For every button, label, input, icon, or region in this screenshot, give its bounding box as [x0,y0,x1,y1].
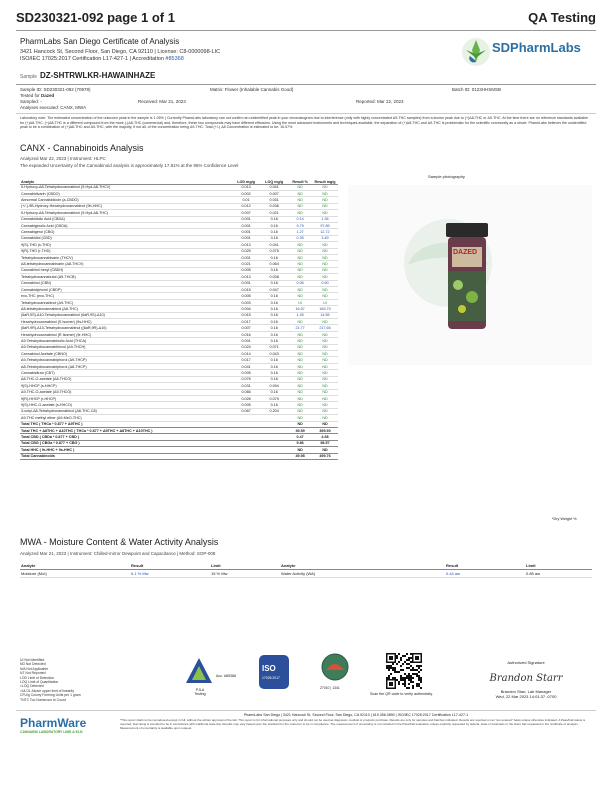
table-cell: 0.067 [232,408,260,414]
table-cell: Δ9-Tetrahydrocannabiphorol (Δ9-THCP) [20,357,232,363]
table-cell: 0.026 [232,395,260,401]
legend-item: >ULOL Above upper limit of linearity [20,688,75,693]
table-cell: 0.041 [260,184,288,190]
table-cell: 16.57 [288,306,312,312]
table-cell: 9(S)-HHCP (s-HHCP) [20,383,232,389]
legend-item: NT Not Reported [20,671,46,676]
mwa-col-header: Limit [525,562,592,570]
mwa-cell: Moisture (MoI) [20,570,130,578]
table-cell: 0.001 [232,216,260,222]
legend-item: LOD Limit of Detection [20,675,55,680]
table-cell: 0.041 [232,363,260,369]
table-cell: ND [312,376,338,382]
table-cell: Δ9-THC-O-acetate (Δ9-THCO) [20,389,232,395]
table-cell: ND [312,287,338,293]
table-cell: 0.001 [232,338,260,344]
batch-id: Batch ID: 0123HHSMSB [452,87,502,92]
table-cell: ND [288,389,312,395]
reported-date: Reported: Mar 22, 2023 [356,99,404,104]
table-cell: 0.021 [232,261,260,267]
table-cell: 0.041 [260,242,288,248]
col-header: Analyte [20,172,232,184]
col-header: Result mg/g [312,172,338,184]
table-cell: ND [288,203,312,209]
legend-item: <LOQ Detected [20,684,44,689]
table-cell: 0.16 [260,267,288,273]
table-cell: 0.16 [260,363,288,369]
table-cell: ND [288,338,312,344]
table-cell: ND [288,376,312,382]
table-cell: 217.66 [312,325,338,331]
table-cell: 395.90 [312,427,338,433]
canx-uncertainty: The expanded Uncertainty of the Cannabinoid analysis is approximately 17.81% at the 95% Confidence Level [20,163,239,168]
table-cell: 0.16 [260,299,288,305]
table-cell: 0.16 [260,254,288,260]
pharmware-logo: PharmWare [20,716,87,730]
table-cell: ND [312,395,338,401]
sample-id: Sample ID: SD230321-092 (70978) [20,87,91,92]
table-cell: ND [288,402,312,408]
table-cell: ND [312,357,338,363]
table-cell: Total CBG ( CBGa * 0.877 + CBG ) [20,440,232,446]
table-cell: ND [312,267,338,273]
state-label: 27010 | 1341 [320,686,340,690]
analyses-executed: Analyses executed: CANX, MWA [20,105,87,110]
table-cell: ND [288,344,312,350]
table-cell: 0.16 [260,216,288,222]
table-cell: Cannabicitran (CBT) [20,370,232,376]
table-cell: ND [288,254,312,260]
table-cell: 49.98 [288,453,312,459]
table-cell: 0.002 [232,190,260,196]
table-cell: 0.094 [260,383,288,389]
table-cell: 0.16 [260,280,288,286]
tested-for: Tested for Dazed [20,93,55,98]
table-cell: 0.35 [288,235,312,241]
table-cell: 0.60 [312,280,338,286]
sample-name-row: Sample DZ-SHTRWLKR-HAWAINHAZE [20,71,156,80]
table-cell: Total Cannabinoids [20,453,232,459]
table-cell: 0.005 [232,402,260,408]
table-cell: 0.001 [232,222,260,228]
mwa-cell: Water Activity (WA) [280,570,445,578]
table-cell: 0.16 [260,338,288,344]
table-cell: Cannabinol hexyl (CBDH) [20,267,232,273]
footer-address: PharmLabs San Diego | 3421 Hancock St, Second Floor, San Diego, CA 92110 | 619.356.0890 | ISO/IEC 17025:2017 Certification L17-427-1 [243,713,469,717]
cannabinoids-table [20,172,338,460]
table-cell: ND [312,293,338,299]
canx-analyzed: Analyzed Mar 22, 2023 | Instrument: HLPC [20,156,106,161]
table-cell: Cannabigerol (CBG) [20,229,232,235]
table-cell: (6aR,9S)-Δ10-Tetrahydrocannabinol (6aR,9S)-Δ10) [20,312,232,318]
table-cell: Cannabinol Acetate (CBNO) [20,351,232,357]
photo-label: Sample photography [428,174,465,179]
moisture-table [20,562,592,578]
table-cell: 0.001 [232,235,260,241]
mwa-analyzed: Analyzed Mar 21, 2023 | Instrument: Chilled-mirror Dewpoint and Capacitance | Method: SOP-008 [20,551,216,556]
table-cell: 0.024 [232,344,260,350]
table-cell: ND [312,363,338,369]
table-cell: Δ9-Tetrahydrocannabinolic Acid (THCA) [20,338,232,344]
legend-item: CFU/g Colony Forming Units per 1 gram [20,693,81,698]
table-cell: 0.025 [232,248,260,254]
table-cell: 14.55 [312,312,338,318]
report-id: SD230321-092 page 1 of 1 [16,10,175,25]
mwa-col-header: Analyte [20,562,130,570]
table-cell: Total CBD ( CBDa * 0.877 + CBD ) [20,434,232,440]
table-cell: Tetrahydrocannabutol (Δ9-THCB) [20,274,232,280]
table-cell: ND [312,370,338,376]
mwa-title: MWA - Moisture Content & Water Activity Analysis [20,537,219,547]
table-cell: 0.16 [260,229,288,235]
table-cell: 0.01 [232,197,260,203]
table-cell: 0.014 [232,351,260,357]
table-cell: ND [288,421,312,427]
received-date: Received: Mar 21, 2023 [138,99,186,104]
table-cell: ND [312,351,338,357]
table-cell: 0.14 [288,216,312,222]
table-cell: ND [312,261,338,267]
table-cell: ND [312,190,338,196]
table-cell: 3.49 [312,235,338,241]
table-cell: ND [312,408,338,414]
table-cell: 1.36 [312,216,338,222]
canx-title: CANX - Cannabinoids Analysis [20,143,144,153]
table-cell: 9-Hydroxy-Δ8-Tetrahydrocannabinol (9-Hyd-Δ8-THCV) [20,184,232,190]
table-cell: Total THC ( THCa * 0.877 + Δ9THC ) [20,421,232,427]
table-cell: 0.007 [232,325,260,331]
col-header: Result % [288,172,312,184]
table-cell: Δ8-THC-O-acetate (Δ8-THCO) [20,376,232,382]
sample-rule [16,84,596,85]
table-cell: 3-octyl-Δ8-Tetrahydrocannabinol (Δ8-THC-C8) [20,408,232,414]
table-cell: ND [288,293,312,299]
table-cell: ND [288,190,312,196]
pjla-badge-icon [184,656,214,686]
table-cell: 9-Hydroxy-Δ8-Tetrahydrocannabinol (9-Hyd-Δ8-THC) [20,210,232,216]
qa-label: QA Testing [528,10,596,25]
table-cell: ND [288,383,312,389]
table-cell: ND [312,383,338,389]
table-cell: 1.27 [288,229,312,235]
table-cell: Cannabidivarin (CBDO) [20,190,232,196]
table-cell: ND [288,363,312,369]
table-cell: UI [312,299,338,305]
table-cell: 21.77 [288,325,312,331]
mwa-col-header: Limit [210,562,280,570]
table-cell: ND [312,254,338,260]
laboratory-note: Laboratory note: The estimated concentration of the unknown peak in the sample is 1.05% ( Currently PharmLabs laboratory can not confirm an unidentified peak in your chromatogram due to interference (only with highly concentrated Δ9-THC samples) from a known peak due to (+)Δ8-THC or Δ9-THC. At the time there are no reference standards available for (+)Δ8-THC. (+)Δ8-THC is a different compound from the more (-)Δ8-THC (commercial) and, therefore, these two compounds may have different efficacies. Using the most advanced instruments and techniques available, the separation of (+)Δ8-THC and Δ9-THC is problematic for the scientific community as a whole. PharmLabs believes the unidentified peak to be a combination of (+)Δ8-THC and Δ9-THC, with the majority, if not all, of the concentration being Δ9-THC. Total (+/-) Δ8 Concentration is estimated to be: 16.57% [20,116,588,130]
table-cell: 0.016 [232,331,260,337]
mwa-cell: 6.1 % Mw [130,570,210,578]
col-header: LOQ mg/g [260,172,288,184]
table-cell: 0.038 [260,274,288,280]
table-cell: 0.005 [232,293,260,299]
abbreviation-legend [20,658,81,702]
footer-disclaimer: *This report shall not be reproduced except in full, without the written approval of the lab. This report is for informational purposes only and should not be used as diagnosis, medical or products purchase. Results are only for samples and batches indicated. Results are reported on an "as received" basis unless otherwise indicated. A Pass/Fail status is reported, that rating is intended to be in accordance with California state law. Results may vary based upon the standard for the customer to be in compliance. The measurement of uncertainty is not included in the Pass/Fail evaluation unless explicitly requested by federal, state or local laws or the client has requested in the certificate of analysis. Measurement of uncertainty is available upon request. [120,718,586,730]
table-cell: 0.16 [260,376,288,382]
legend-item: LOQ Limit of Quantitation [20,680,59,685]
table-cell: 9(R)-THD (r-THD) [20,248,232,254]
table-cell: ND [288,331,312,337]
table-cell: 9.79 [288,222,312,228]
table-cell: 0.16 [260,312,288,318]
matrix: Matrix: Flower (Inhalable Cannabis Good) [210,87,294,92]
table-cell: Cannabidiolic Acid (CBDA) [20,216,232,222]
table-cell: 0.079 [260,395,288,401]
pharmware-tagline: CANNABIS LABORATORY LIMS & ELN [20,730,83,734]
table-cell: ND [312,331,338,337]
total-row [20,453,338,459]
table-cell: Δ9-Tetrahydrocannabihexol (Δ9-THCH) [20,344,232,350]
table-cell: ND [312,389,338,395]
table-cell: 0.16 [260,319,288,325]
accreditation-number: Acc. #85368 [216,674,236,678]
table-cell: 0.017 [232,319,260,325]
logo-wordmark: SDPharmLabs [492,40,581,55]
table-cell: ND [288,261,312,267]
table-cell: 0.036 [260,203,288,209]
table-cell: (6aR,9R)-Δ10-Tetrahydrocannabinol ((6aR,9R)-Δ10) [20,325,232,331]
table-cell: 0.013 [232,184,260,190]
sample-photo [348,185,592,365]
header-rule [16,30,596,31]
table-cell: Cannabidiphorol (CBDP) [20,287,232,293]
jar-label: DAZED [453,249,478,256]
table-cell: 0.16 [260,222,288,228]
legend-item: N/A Not Applicable [20,666,49,671]
table-cell: 0.16 [260,306,288,312]
signature-label: Authorized Signature [507,660,545,665]
table-cell: ND [288,274,312,280]
table-cell: 9(R)-HHCP (r-HHCP) [20,395,232,401]
table-cell: 0.013 [232,242,260,248]
table-cell: Δ8-Tetrahydrocannabiphorol (Δ8-THCP) [20,363,232,369]
table-cell: ND [288,210,312,216]
table-cell: ND [288,351,312,357]
mwa-cell: 0.44 aw [445,570,525,578]
col-header: LOD mg/g [232,172,260,184]
table-cell: Total HHC ( 9r-HHC + 9s-HHC ) [20,447,232,453]
footer-rule [16,710,596,711]
table-cell: 9.86 [288,440,312,446]
table-cell: ND [312,402,338,408]
table-cell: ND [312,210,338,216]
table-cell: UI [288,299,312,305]
table-cell: ND [312,274,338,280]
mwa-cell: 0.85 aw [525,570,592,578]
table-cell: Tetrahydrocannabinol (Δ9-THC) [20,299,232,305]
table-cell: 0.16 [260,331,288,337]
table-cell: 1.45 [288,312,312,318]
table-cell: 0.015 [232,287,260,293]
table-cell: 0.043 [260,351,288,357]
iso-label: ISO [262,664,276,673]
signature-block [476,660,576,699]
table-cell: Δ8-tetrahydrocannabinol (Δ8-THC) [20,306,232,312]
table-cell: 0.064 [260,261,288,267]
table-cell: 0.012 [232,203,260,209]
table-cell: 0.031 [260,197,288,203]
table-cell: 0.004 [232,306,260,312]
table-cell: 9(S)-THD (s-THD) [20,242,232,248]
doc-type: Certificate of Analysis [102,37,180,46]
table-cell: 0.071 [260,344,288,350]
table-cell: 0.007 [260,190,288,196]
legend-item: UI Not Identified [20,658,45,662]
table-cell: ND [312,248,338,254]
table-cell: Cannabidiol (CBD) [20,235,232,241]
sample-name: DZ-SHTRWLKR-HAWAINHAZE [39,71,156,80]
table-cell: 0.16 [260,235,288,241]
meta-rule [16,113,596,114]
table-cell: 0.013 [232,274,260,280]
legend-item: ND Not Detected [20,662,46,667]
mwa-cell: 15 % Mw [210,570,280,578]
table-cell: 0.16 [260,370,288,376]
table-cell [260,453,288,459]
table-cell: 0.066 [232,389,260,395]
table-cell: 97.89 [312,222,338,228]
table-cell: exo-THC (exo-THC) [20,293,232,299]
table-cell: 0.047 [260,287,288,293]
table-cell: 0.003 [232,299,260,305]
table-cell: Δ9-THC methyl ether (Δ9-MeO-THC) [20,415,232,421]
table-cell: Hexahydrocannabinol (R Isomer) (9r-HHC) [20,331,232,337]
table-cell: Abnormal Cannabidiocin (a-CBDO) [20,197,232,203]
table-cell: 0.075 [260,248,288,254]
table-cell: Total THC + Δ8THC + Δ10THC ( THCa * 0.877 + Δ9THC + Δ8THC + Δ10THC ) [20,427,232,433]
table-cell: ND [288,184,312,190]
table-cell: ND [288,447,312,453]
table-cell: (+/-)-9B-Hydroxy-Hexahydrocannabinol (9b-HHC) [20,203,232,209]
table-cell: ND [312,344,338,350]
table-cell: 0.001 [232,280,260,286]
pjla-label: PJLA Testing [194,688,206,696]
table-cell [232,453,260,459]
sign-date: Wed, 22 Mar 2023 14:01:37 -0700 [495,694,557,699]
table-cell: ND [312,197,338,203]
legend-item: TNTC Too Numerous to Count [20,697,66,702]
table-cell: ND [288,319,312,325]
table-cell: Hexahydrocannabinol (S Isomer) (9s-HHC) [20,319,232,325]
table-cell: 499.76 [312,453,338,459]
lab-name: PharmLabs San Diego Certificate of Analysis [20,37,180,46]
table-cell: ND [288,395,312,401]
signature-script: Brandon Starr [489,673,563,684]
table-cell: ND [288,197,312,203]
table-cell: 165.70 [312,306,338,312]
signer-name: Brandon Starr, Lab Manager [500,689,552,694]
table-cell: 4.68 [312,434,338,440]
table-cell: 0.16 [260,293,288,299]
table-cell: ND [312,338,338,344]
lab-address: 3421 Hancock St, Second Floor, San Diego, CA 92110 | License: C8-0000098-LIC ISO/IEC 17025:2017 Certification L17-427-1 | Accreditation #85368 [20,49,221,62]
accreditation-link[interactable]: 85368 [168,56,184,62]
qr-note: Scan the QR code to verify authenticity. [370,692,433,696]
sample-jar-image [348,185,592,365]
table-cell: 9(S)-HHC-O-acetate (s-HHCO) [20,402,232,408]
table-cell: Cannabinol (CBN) [20,280,232,286]
table-cell: 0.204 [260,408,288,414]
table-cell: ND [288,415,312,421]
table-cell: 0.47 [288,434,312,440]
table-cell: 0.005 [232,267,260,273]
table-cell: ND [312,447,338,453]
table-cell: 0.031 [232,383,260,389]
table-cell: 0.015 [232,312,260,318]
table-cell: 0.001 [232,229,260,235]
table-cell: 98.57 [312,440,338,446]
table-cell: 0.021 [260,210,288,216]
table-cell: 0.017 [232,357,260,363]
table-cell: ND [288,242,312,248]
table-cell: 0.06 [288,280,312,286]
table-cell: 0.007 [232,210,260,216]
dry-weight-note: *Dry Weight % [552,517,577,521]
table-cell: Δ8-tetrahydrocannabivarin (Δ8-THCV) [20,261,232,267]
table-cell: ND [288,248,312,254]
table-cell: ND [312,415,338,421]
table-cell: ND [312,319,338,325]
table-cell: ND [288,287,312,293]
table-cell: Cannabigerolic Acid (CBGA) [20,222,232,228]
table-cell: ND [312,242,338,248]
table-cell: 0.16 [260,389,288,395]
table-cell: 0.16 [260,402,288,408]
table-cell: ND [288,408,312,414]
table-cell: Tetrahydrocannabivarin (THCV) [20,254,232,260]
table-cell: ND [312,421,338,427]
table-cell: 0.16 [260,357,288,363]
sdpharmlabs-logo-icon [460,36,492,68]
table-cell: 39.59 [288,427,312,433]
table-cell: 0.076 [232,376,260,382]
table-cell: ND [288,267,312,273]
table-cell: 0.001 [232,254,260,260]
table-cell: ND [288,370,312,376]
table-cell: ND [312,184,338,190]
qr-code[interactable] [386,653,422,689]
table-cell: ND [312,203,338,209]
mwa-col-header: Result [445,562,525,570]
sampled: Sampled: - [20,99,42,104]
state-seal-icon [320,652,350,682]
iso-sub: 17025:2017 [262,676,280,680]
mwa-col-header: Result [130,562,210,570]
table-cell: ND [288,357,312,363]
table-cell: 0.16 [260,325,288,331]
mwa-col-header: Analyte [280,562,445,570]
table-cell: 12.72 [312,229,338,235]
table-cell: 0.005 [232,370,260,376]
